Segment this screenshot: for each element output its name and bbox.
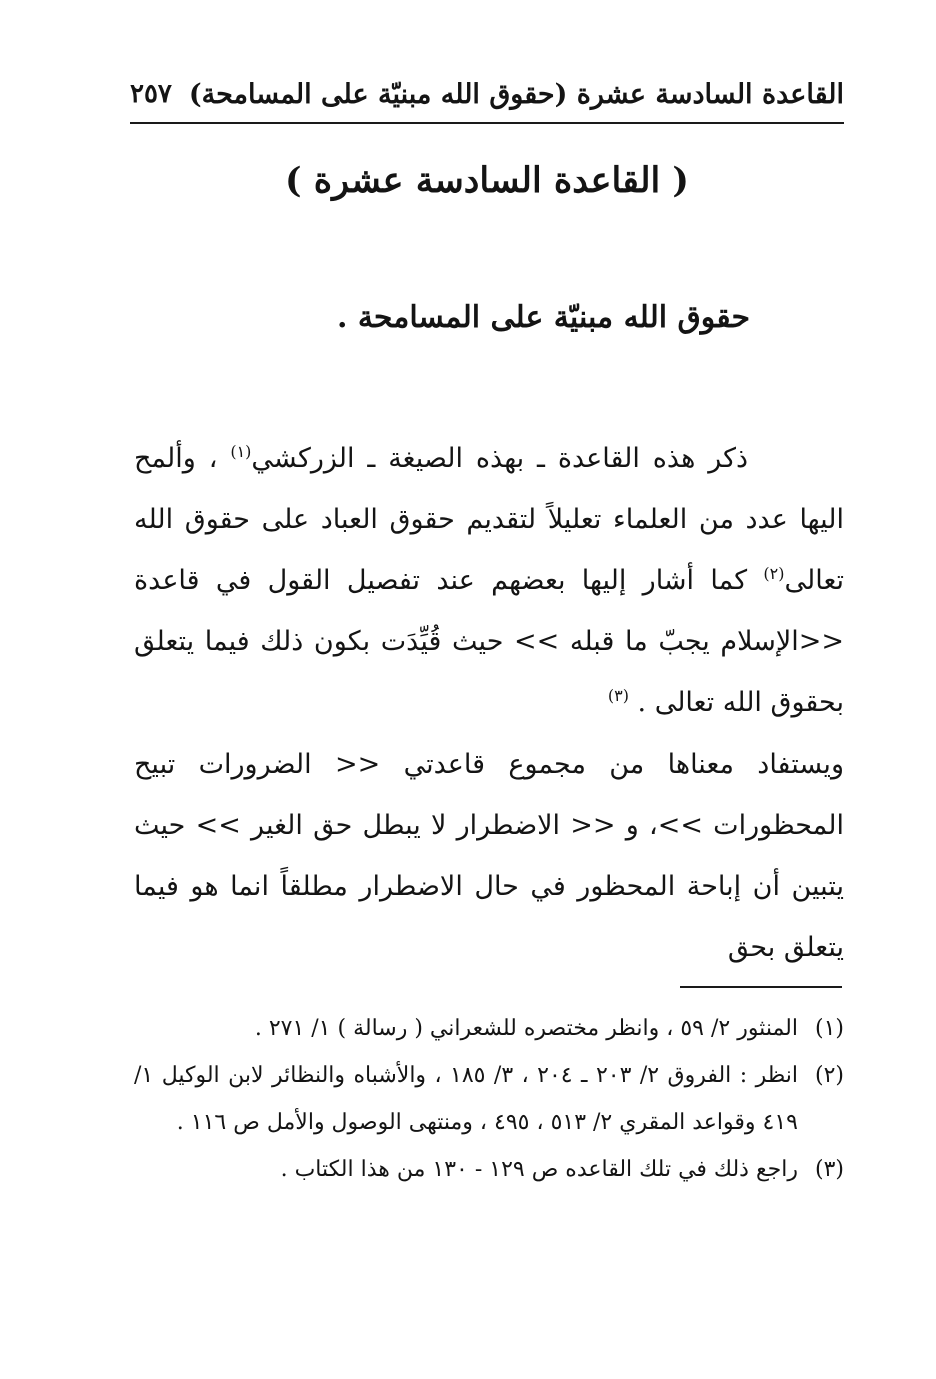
footnote-text: المنثور ٢/ ٥٩ ، وانظر مختصره للشعراني ( رسالة ) ١/ ٢٧١ . [254,1016,798,1041]
footnote-text: انظر : الفروق ٢/ ٢٠٣ ـ ٢٠٤ ، ٣/ ١٨٥ ، والأشباه والنظائر لابن الوكيل ١/ ٤١٩ وقواعد المقري ٢/ ٥١٣ ، ٤٩٥ ، ومنتهى الوصول والأمل ص ١١٦ . [134,1063,799,1135]
footnote-2 [134,1052,844,1146]
footnote-number: (٣) [814,1157,844,1182]
running-header [130,66,844,124]
paragraph-1-text-c: كما أشار إليها بعضهم عند تفصيل القول في قاعدة <<الإسلام يجبّ ما قبله >> حيث قُيِّدَت بكون ذلك فيما يتعلق بحقوق الله تعالى . [134,565,844,718]
paragraph-2-text: ويستفاد معناها من مجموع قاعدتي << الضرورات تبيح المحظورات >>، و << الاضطرار لا يبطل حق الغير >> حيث يتبين أن إباحة المحظور في حال الاضطرار مطلقاً انما هو فيما يتعلق بحق [134,749,844,963]
footnote-1 [134,1005,844,1052]
footnote-separator [680,986,842,988]
footnote-ref-2[interactable]: (٢) [763,564,785,583]
chapter-title: ( القاعدة السادسة عشرة ) [285,160,689,201]
footnote-number: (٢) [814,1063,844,1088]
paragraph-1-text-b: ، وألمح اليها عدد من العلماء تعليلاً لتقديم حقوق العباد على حقوق الله تعالى [134,443,844,596]
footnote-ref-1[interactable]: (١) [230,442,252,461]
page-number: ٢٥٧ [130,79,172,109]
paragraph-2 [134,734,844,978]
footnote-3 [134,1146,844,1193]
running-title: القاعدة السادسة عشرة (حقوق الله مبنيّة على المسامحة) [188,78,844,110]
footnote-text: راجع ذلك في تلك القاعده ص ١٢٩ - ١٣٠ من هذا الكتاب . [280,1157,798,1182]
rule-statement: حقوق الله مبنيّة على المسامحة . [336,300,750,335]
footnotes [134,1005,844,1193]
paragraph-1-text-a: ذكر هذه القاعدة ـ بهذه الصيغة ـ الزركشي [251,443,748,474]
paragraph-1 [134,428,844,733]
footnote-ref-3[interactable]: (٣) [607,686,629,705]
footnote-number: (١) [814,1016,844,1041]
